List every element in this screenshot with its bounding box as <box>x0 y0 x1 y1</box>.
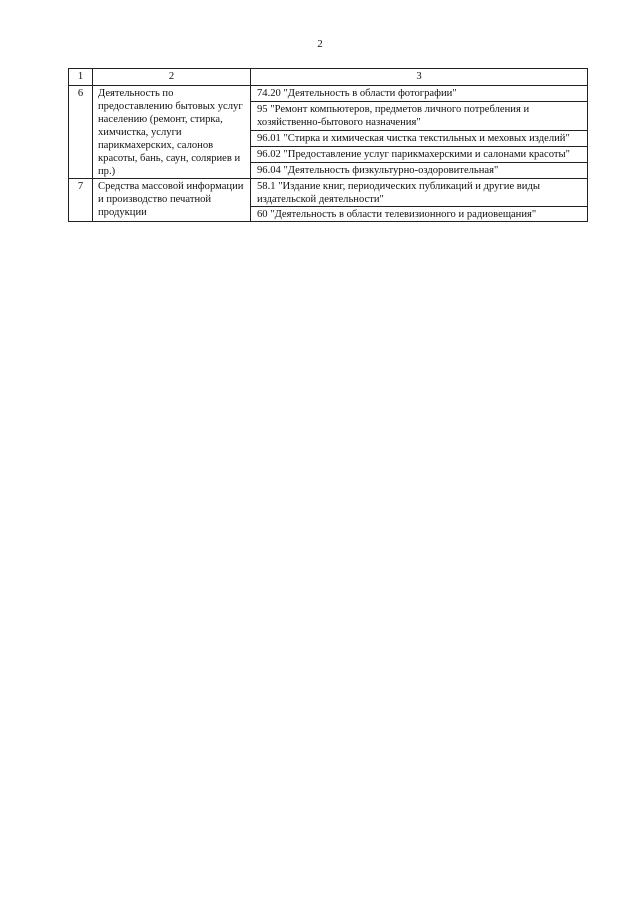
header-cell-sector: 2 <box>93 69 251 86</box>
sector-cell: Деятельность по предоставлению бытовых услуг населению (ремонт, стирка, химчистка, услуги парикмахерских, салонов красоты, бань, саун, соляриев и пр.) <box>93 86 251 179</box>
sector-cell: Средства массовой информации и производство печатной продукции <box>93 179 251 222</box>
activity-code-cell: 96.02 "Предоставление услуг парикмахерскими и салонами красоты" <box>251 147 588 163</box>
table-header-row <box>69 69 588 86</box>
table-row <box>69 86 588 102</box>
row-number-cell: 6 <box>69 86 93 179</box>
activity-code-cell: 74.20 "Деятельность в области фотографии" <box>251 86 588 102</box>
activity-codes-table <box>68 68 588 222</box>
table-row <box>69 179 588 207</box>
activity-code-cell: 95 "Ремонт компьютеров, предметов личного потребления и хозяйственно-бытового назначения" <box>251 101 588 131</box>
page-number: 2 <box>317 38 323 50</box>
header-cell-number: 1 <box>69 69 93 86</box>
activity-code-cell: 58.1 "Издание книг, периодических публикаций и другие виды издательской деятельности" <box>251 179 588 207</box>
activity-code-cell: 60 "Деятельность в области телевизионного и радиовещания" <box>251 207 588 222</box>
activity-code-cell: 96.01 "Стирка и химическая чистка текстильных и меховых изделий" <box>251 131 588 147</box>
row-number-cell: 7 <box>69 179 93 222</box>
header-cell-codes: 3 <box>251 69 588 86</box>
activity-code-cell: 96.04 "Деятельность физкультурно-оздоровительная" <box>251 163 588 179</box>
